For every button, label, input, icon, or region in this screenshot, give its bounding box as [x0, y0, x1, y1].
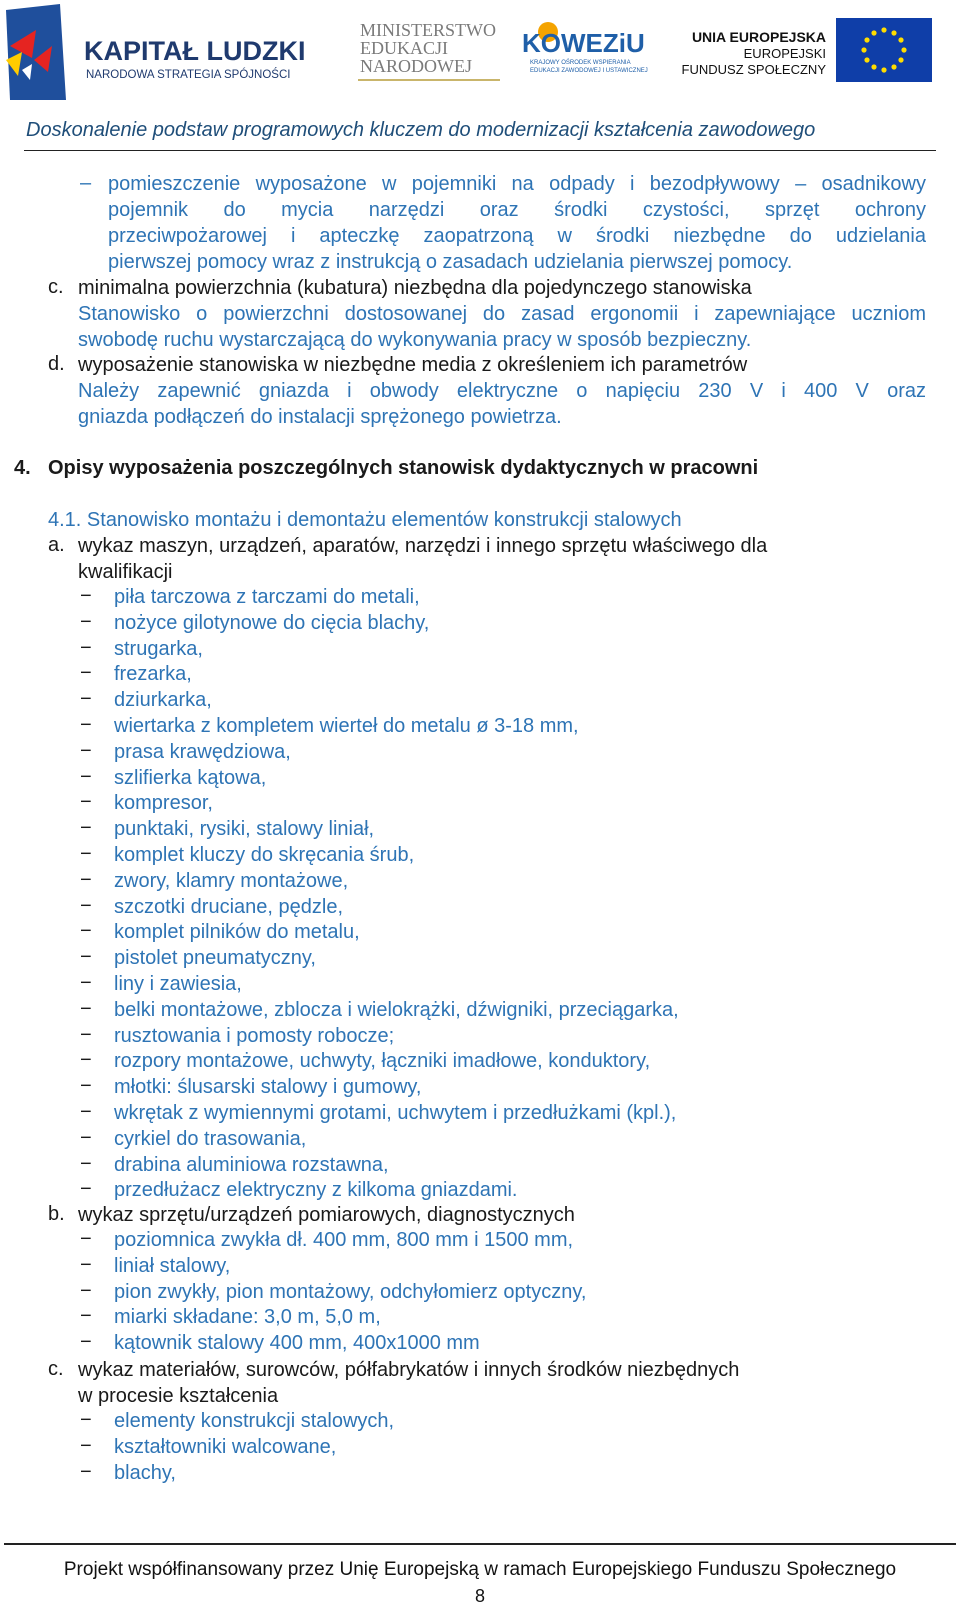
section-c-marker: c. — [48, 276, 64, 298]
list-a-item: wiertarka z kompletem wierteł do metalu ø 3-18 mm, — [114, 715, 579, 737]
list-b-item: miarki składane: 3,0 m, 5,0 m, — [114, 1306, 381, 1329]
svg-text:KRAJOWY OŚRODEK WSPIERANIA: KRAJOWY OŚRODEK WSPIERANIA — [530, 60, 631, 66]
logo-strip — [0, 0, 960, 112]
list-a-bullet: − — [80, 791, 92, 814]
list-a-item: frezarka, — [114, 663, 192, 686]
list-a-bullet: − — [80, 585, 92, 607]
svg-text:NARODOWA STRATEGIA SPÓJNOŚCI: NARODOWA STRATEGIA SPÓJNOŚCI — [86, 69, 291, 81]
list-a-bullet: − — [80, 1178, 92, 1201]
list-a-bullet: − — [80, 920, 92, 943]
list-a-bullet: − — [80, 1075, 92, 1098]
list-a-item: wkrętak z wymiennymi grotami, uchwytem i przedłużkami (kpl.), — [114, 1102, 677, 1124]
section-c-title: minimalna powierzchnia (kubatura) niezbędna dla pojedynczego stanowiska — [78, 277, 752, 299]
svg-text:NARODOWEJ: NARODOWEJ — [360, 56, 472, 76]
section-d-line-2: gniazda podłączeń do instalacji sprężonego powietrza. — [78, 406, 562, 428]
heading-4-title: Opisy wyposażenia poszczególnych stanowisk dydaktycznych w pracowni — [48, 457, 759, 479]
list-a-item: nożyce gilotynowe do cięcia blachy, — [114, 611, 430, 634]
kapital-ludzki-logo — [6, 4, 305, 100]
list-a-item: prasa krawędziowa, — [114, 740, 291, 763]
list-a-item: rusztowania i pomosty robocze; — [114, 1024, 395, 1047]
list-a-item: przedłużacz elektryczny z kilkoma gniazdami. — [114, 1179, 518, 1202]
list-c-bullet: − — [80, 1409, 92, 1431]
list-a-bullet: − — [80, 688, 92, 711]
list-a-bullet: − — [80, 662, 92, 685]
page-number: 8 — [474, 1586, 485, 1606]
section-d-line-1: Należy zapewnić gniazda i obwody elektryczne o napięciu 230 V i 400 V oraz — [78, 380, 926, 402]
list-c-bullet: − — [80, 1434, 92, 1457]
list-a-bullet: − — [80, 1101, 92, 1123]
list-b-item: kątownik stalowy 400 mm, 400x1000 mm — [114, 1332, 480, 1355]
list-a-item: drabina aluminiowa rozstawna, — [114, 1153, 389, 1176]
list-c-bullet: − — [80, 1460, 92, 1483]
list-a-bullet: − — [80, 997, 92, 1020]
list-c-title-1: wykaz materiałów, surowców, półfabrykatów i innych środków niezbędnych — [78, 1359, 740, 1381]
list-a-item: zwory, klamry montażowe, — [114, 869, 349, 892]
list-c-marker: c. — [48, 1358, 64, 1380]
list-b-bullet: − — [80, 1253, 92, 1276]
svg-text:KAPITAŁ LUDZKI: KAPITAŁ LUDZKI — [84, 36, 306, 66]
list-a-item: komplet pilników do metalu, — [114, 921, 360, 944]
list-a-item: liny i zawiesia, — [114, 973, 242, 995]
list-b-marker: b. — [48, 1203, 65, 1225]
list-a-item: rozpory montażowe, uchwyty, łączniki imadłowe, konduktory, — [114, 1050, 651, 1073]
list-a-bullet: − — [80, 972, 92, 994]
list-a-item: szczotki druciane, pędzle, — [114, 895, 344, 918]
list-a-bullet: − — [80, 868, 92, 891]
list-a-item: pistolet pneumatyczny, — [114, 947, 316, 970]
list-a-item: komplet kluczy do skręcania śrub, — [114, 844, 415, 866]
list-b-bullet: − — [80, 1331, 92, 1354]
list-b-item: pion zwykły, pion montażowy, odchyłomierz optyczny, — [114, 1280, 587, 1303]
logos-graphic — [0, 0, 960, 112]
svg-text:EDUKACJI: EDUKACJI — [360, 38, 448, 58]
list-c-item: elementy konstrukcji stalowych, — [114, 1410, 395, 1432]
intro-line-4: pierwszej pomocy wraz z instrukcją o zasadach udzielania pierwszej pomocy. — [108, 251, 793, 273]
list-a-item: belki montażowe, zblocza i wielokrążki, dźwigniki, przeciągarka, — [114, 998, 679, 1021]
list-a-item: młotki: ślusarski stalowy i gumowy, — [114, 1076, 422, 1099]
list-b-item: liniał stalowy, — [114, 1254, 231, 1277]
list-c-title-2: w procesie kształcenia — [78, 1385, 279, 1407]
eu-logo — [682, 18, 932, 82]
svg-text:UNIA EUROPEJSKA: UNIA EUROPEJSKA — [691, 29, 826, 45]
list-a-bullet: − — [80, 817, 92, 840]
list-a-bullet: − — [80, 739, 92, 762]
subheading-4-1: 4.1. Stanowisko montażu i demontażu elementów konstrukcji stalowych — [48, 509, 682, 531]
svg-text:EUROPEJSKI: EUROPEJSKI — [743, 46, 826, 61]
list-a-item: piła tarczowa z tarczami do metali, — [114, 586, 420, 608]
list-a-bullet: − — [80, 843, 92, 865]
svg-text:MINISTERSTWO: MINISTERSTWO — [360, 20, 496, 40]
list-a-title-1: wykaz maszyn, urządzeń, aparatów, narzędzi i innego sprzętu właściwego dla — [78, 535, 768, 557]
list-a-marker: a. — [48, 534, 65, 556]
list-a-bullet: − — [80, 1152, 92, 1175]
ministry-logo — [358, 20, 500, 80]
list-a-bullet: − — [80, 610, 92, 633]
koweziu-logo — [522, 22, 648, 74]
list-a-item: punktaki, rysiki, stalowy liniał, — [114, 818, 375, 841]
svg-text:FUNDUSZ SPOŁECZNY: FUNDUSZ SPOŁECZNY — [681, 62, 826, 77]
intro-line-2: pojemnik do mycia narzędzi oraz środki czystości, sprzęt ochrony — [108, 199, 926, 221]
section-d-marker: d. — [48, 353, 65, 375]
intro-line-3: przeciwpożarowej i apteczkę zaopatrzoną w środki niezbędne do udzielania — [108, 225, 926, 247]
list-a-bullet: − — [80, 636, 92, 659]
intro-dash: – — [80, 172, 92, 194]
list-a-bullet: − — [80, 765, 92, 788]
footer-text: Projekt współfinansowany przez Unię Europejską w ramach Europejskiego Funduszu Społecznego — [63, 1559, 897, 1580]
list-b-item: poziomnica zwykła dł. 400 mm, 800 mm i 1500 mm, — [114, 1229, 574, 1251]
list-a-item: kompresor, — [114, 792, 213, 815]
svg-text:KOWEZiU: KOWEZiU — [522, 28, 645, 58]
list-c-item: blachy, — [114, 1461, 176, 1484]
document-header: Doskonalenie podstaw programowych kluczem do modernizacji kształcenia zawodowego — [26, 119, 816, 141]
heading-4-number: 4. — [14, 457, 31, 479]
list-a-bullet: − — [80, 1023, 92, 1046]
list-a-title-2: kwalifikacji — [78, 561, 173, 583]
header-divider — [24, 150, 936, 151]
intro-line-1: pomieszczenie wyposażone w pojemniki na odpady i bezodpływowy – osadnikowy — [108, 173, 926, 195]
section-d-title: wyposażenie stanowiska w niezbędne media z określeniem ich parametrów — [78, 354, 748, 376]
list-a-bullet: − — [80, 1049, 92, 1072]
footer-divider — [4, 1543, 956, 1545]
list-a-bullet: − — [80, 714, 92, 736]
list-c-item: kształtowniki walcowane, — [114, 1435, 337, 1458]
list-a-item: dziurkarka, — [114, 689, 212, 712]
list-a-bullet: − — [80, 894, 92, 917]
list-b-bullet: − — [80, 1279, 92, 1302]
svg-text:EDUKACJI ZAWODOWEJ I USTAWICZN: EDUKACJI ZAWODOWEJ I USTAWICZNEJ — [530, 68, 648, 74]
list-a-bullet: − — [80, 946, 92, 969]
list-a-item: cyrkiel do trasowania, — [114, 1127, 307, 1150]
list-a-bullet: − — [80, 1126, 92, 1149]
section-c-line-1: Stanowisko o powierzchni dostosowanej do zasad ergonomii i zapewniające uczniom — [78, 303, 926, 325]
list-b-bullet: − — [80, 1228, 92, 1250]
section-c-line-2: swobodę ruchu wystarczającą do wykonywania pracy w sposób bezpieczny. — [78, 329, 752, 351]
list-a-item: strugarka, — [114, 637, 203, 660]
list-b-title: wykaz sprzętu/urządzeń pomiarowych, diagnostycznych — [78, 1204, 575, 1226]
list-b-bullet: − — [80, 1305, 92, 1328]
list-a-item: szlifierka kątowa, — [114, 766, 267, 789]
